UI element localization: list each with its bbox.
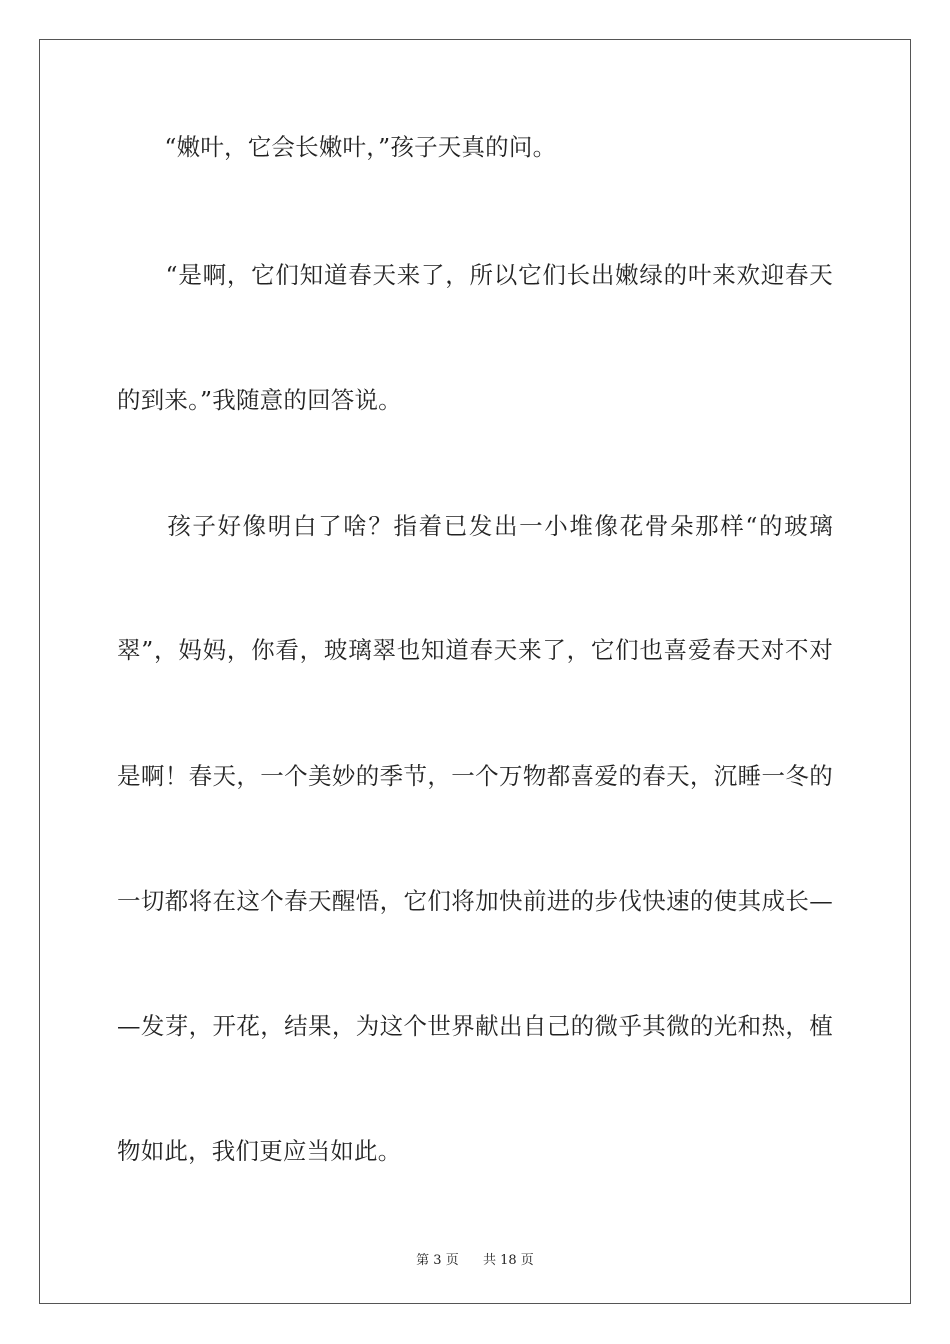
page-footer: [0, 1249, 950, 1268]
page-number: 第 3 页: [416, 1253, 459, 1268]
total-pages: 共 18 页: [483, 1253, 534, 1268]
paragraph-line-6: 是啊！春天，一个美妙的季节，一个万物都喜爱的春天，沉睡一冬的: [117, 762, 833, 790]
paragraph-line-5: 翠”，妈妈，你看，玻璃翠也知道春天来了，它们也喜爱春天对不对: [117, 636, 833, 664]
page-border: [39, 39, 911, 1304]
paragraph-line-4: 孩子好像明白了啥？指着已发出一小堆像花骨朵那样“的玻璃: [117, 512, 833, 540]
paragraph-line-8: —发芽，开花，结果，为这个世界献出自己的微乎其微的光和热，植: [117, 1012, 833, 1040]
paragraph-line-1: “嫩叶，它会长嫩叶，”孩子天真的问。: [117, 133, 557, 161]
paragraph-line-2: “是啊，它们知道春天来了，所以它们长出嫩绿的叶来欢迎春天: [117, 261, 833, 289]
paragraph-line-9: 物如此，我们更应当如此。: [117, 1137, 402, 1165]
paragraph-line-7: 一切都将在这个春天醒悟，它们将加快前进的步伐快速的使其成长—: [117, 887, 833, 915]
paragraph-line-3: 的到来。”我随意的回答说。: [117, 386, 402, 414]
